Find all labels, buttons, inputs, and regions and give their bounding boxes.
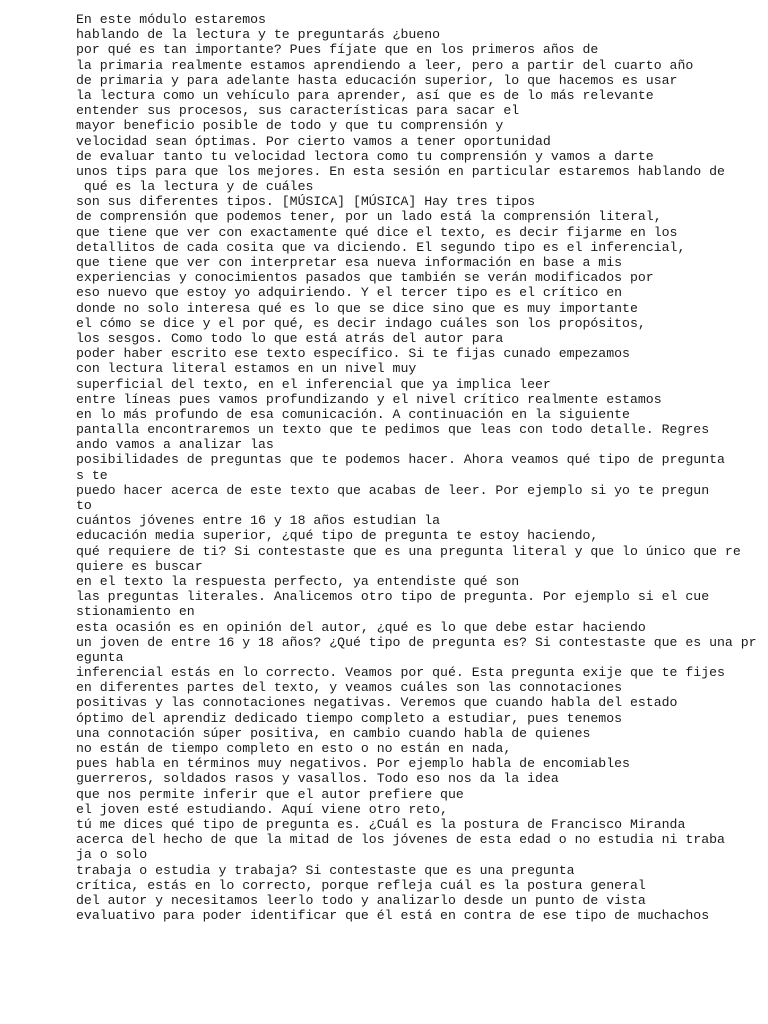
transcript-line: de primaria y para adelante hasta educación superior, lo que hacemos es usar: [76, 72, 678, 88]
transcript-line: eso nuevo que estoy yo adquiriendo. Y el tercer tipo es el crítico en: [76, 285, 623, 301]
transcript-line: pantalla encontraremos un texto que te pedimos que leas con todo detalle. Regres: [76, 422, 710, 438]
transcript-line: ja o solo: [76, 847, 148, 863]
transcript-line: En este módulo estaremos: [76, 12, 266, 27]
transcript-line: el joven esté estudiando. Aquí viene otro reto,: [76, 801, 448, 817]
transcript-line: detallitos de cada cosita que va diciendo. El segundo tipo es el inferencial,: [76, 239, 686, 255]
transcript-line: ando vamos a analizar las: [76, 437, 274, 453]
transcript-line: son sus diferentes tipos. [MÚSICA] [MÚSICA] Hay tres tipos: [76, 194, 535, 210]
transcript-line: una connotación súper positiva, en cambio cuando habla de quienes: [76, 725, 591, 741]
transcript-line: no están de tiempo completo en esto o no están en nada,: [76, 741, 512, 756]
transcript-line: de evaluar tanto tu velocidad lectora como tu comprensión y vamos a darte: [76, 148, 654, 164]
transcript-line: las preguntas literales. Analicemos otro tipo de pregunta. Por ejemplo si el cue: [76, 589, 710, 605]
transcript-line: mayor beneficio posible de todo y que tu comprensión y: [76, 118, 504, 134]
transcript-line: un joven de entre 16 y 18 años? ¿Qué tipo de pregunta es? Si contestaste que es una pr: [76, 634, 757, 650]
transcript-line: los sesgos. Como todo lo que está atrás del autor para: [76, 330, 504, 346]
transcript-line: guerreros, soldados rasos y vasallos. Todo eso nos da la idea: [76, 771, 559, 787]
transcript-line: de comprensión que podemos tener, por un lado está la comprensión literal,: [76, 209, 662, 225]
transcript-line: donde no solo interesa qué es lo que se dice sino que es muy importante: [76, 300, 638, 316]
transcript-line: esta ocasión es en opinión del autor, ¿qué es lo que debe estar haciendo: [76, 619, 646, 635]
transcript-line: superficial del texto, en el inferencial que ya implica leer: [76, 376, 551, 392]
transcript-line: que nos permite inferir que el autor prefiere que: [76, 786, 464, 802]
transcript-line: educación media superior, ¿qué tipo de pregunta te estoy haciendo,: [76, 528, 599, 544]
transcript-line: tú me dices qué tipo de pregunta es. ¿Cuál es la postura de Francisco Miranda: [76, 816, 686, 832]
transcript-line: del autor y necesitamos leerlo todo y analizarlo desde un punto de vista: [76, 892, 646, 908]
transcript-line: el cómo se dice y el por qué, es decir indago cuáles son los propósitos,: [76, 315, 646, 331]
transcript-line: evaluativo para poder identificar que él está en contra de ese tipo de muchachos: [76, 908, 710, 924]
transcript-line: inferencial estás en lo correcto. Veamos por qué. Esta pregunta exije que te fijes: [76, 665, 725, 681]
transcript-line: cuántos jóvenes entre 16 y 18 años estudian la: [76, 513, 441, 529]
transcript-line: velocidad sean óptimas. Por cierto vamos a tener oportunidad: [76, 133, 551, 149]
transcript-line: to: [76, 498, 92, 513]
transcript-line: puedo hacer acerca de este texto que acabas de leer. Por ejemplo si yo te pregun: [76, 482, 710, 498]
transcript-line: egunta: [76, 649, 124, 665]
transcript-line: crítica, estás en lo correcto, porque refleja cuál es la postura general: [76, 877, 646, 893]
transcript-line: acerca del hecho de que la mitad de los jóvenes de esta edad o no estudia ni traba: [76, 832, 725, 848]
transcript-line: trabaja o estudia y trabaja? Si contestaste que es una pregunta: [76, 862, 575, 878]
transcript-line: qué es la lectura y de cuáles: [76, 179, 314, 195]
transcript-text: [76, 12, 756, 923]
transcript-line: la primaria realmente estamos aprendiendo a leer, pero a partir del cuarto año: [76, 57, 694, 73]
transcript-line: que tiene que ver con exactamente qué dice el texto, es decir fijarme en los: [76, 224, 678, 240]
transcript-line: pues habla en términos muy negativos. Por ejemplo habla de encomiables: [76, 756, 630, 772]
transcript-line: que tiene que ver con interpretar esa nueva información en base a mis: [76, 255, 623, 270]
transcript-line: qué requiere de ti? Si contestaste que es una pregunta literal y que lo único que re: [76, 543, 741, 559]
transcript-line: unos tips para que los mejores. En esta sesión en particular estaremos hablando de: [76, 163, 725, 179]
transcript-line: la lectura como un vehículo para aprender, así que es de lo más relevante: [76, 87, 654, 103]
transcript-line: entre líneas pues vamos profundizando y el nivel crítico realmente estamos: [76, 391, 662, 407]
transcript-line: en el texto la respuesta perfecto, ya entendiste qué son: [76, 573, 520, 589]
transcript-line: poder haber escrito ese texto específico. Si te fijas cunado empezamos: [76, 346, 630, 362]
transcript-line: con lectura literal estamos en un nivel muy: [76, 361, 417, 377]
transcript-line: hablando de la lectura y te preguntarás ¿bueno: [76, 27, 441, 43]
transcript-line: quiere es buscar: [76, 558, 203, 574]
transcript-line: posibilidades de preguntas que te podemos hacer. Ahora veamos qué tipo de pregunta: [76, 452, 725, 468]
transcript-line: positivas y las connotaciones negativas. Veremos que cuando habla del estado: [76, 695, 678, 711]
transcript-line: en diferentes partes del texto, y veamos cuáles son las connotaciones: [76, 680, 623, 696]
transcript-line: en lo más profundo de esa comunicación. A continuación en la siguiente: [76, 406, 630, 422]
transcript-line: experiencias y conocimientos pasados que también se verán modificados por: [76, 270, 654, 286]
transcript-line: óptimo del aprendiz dedicado tiempo completo a estudiar, pues tenemos: [76, 710, 623, 726]
transcript-line: s te: [76, 467, 108, 483]
transcript-line: por qué es tan importante? Pues fíjate que en los primeros años de: [76, 42, 599, 58]
transcript-line: entender sus procesos, sus características para sacar el: [76, 103, 520, 119]
transcript-line: stionamiento en: [76, 604, 195, 620]
